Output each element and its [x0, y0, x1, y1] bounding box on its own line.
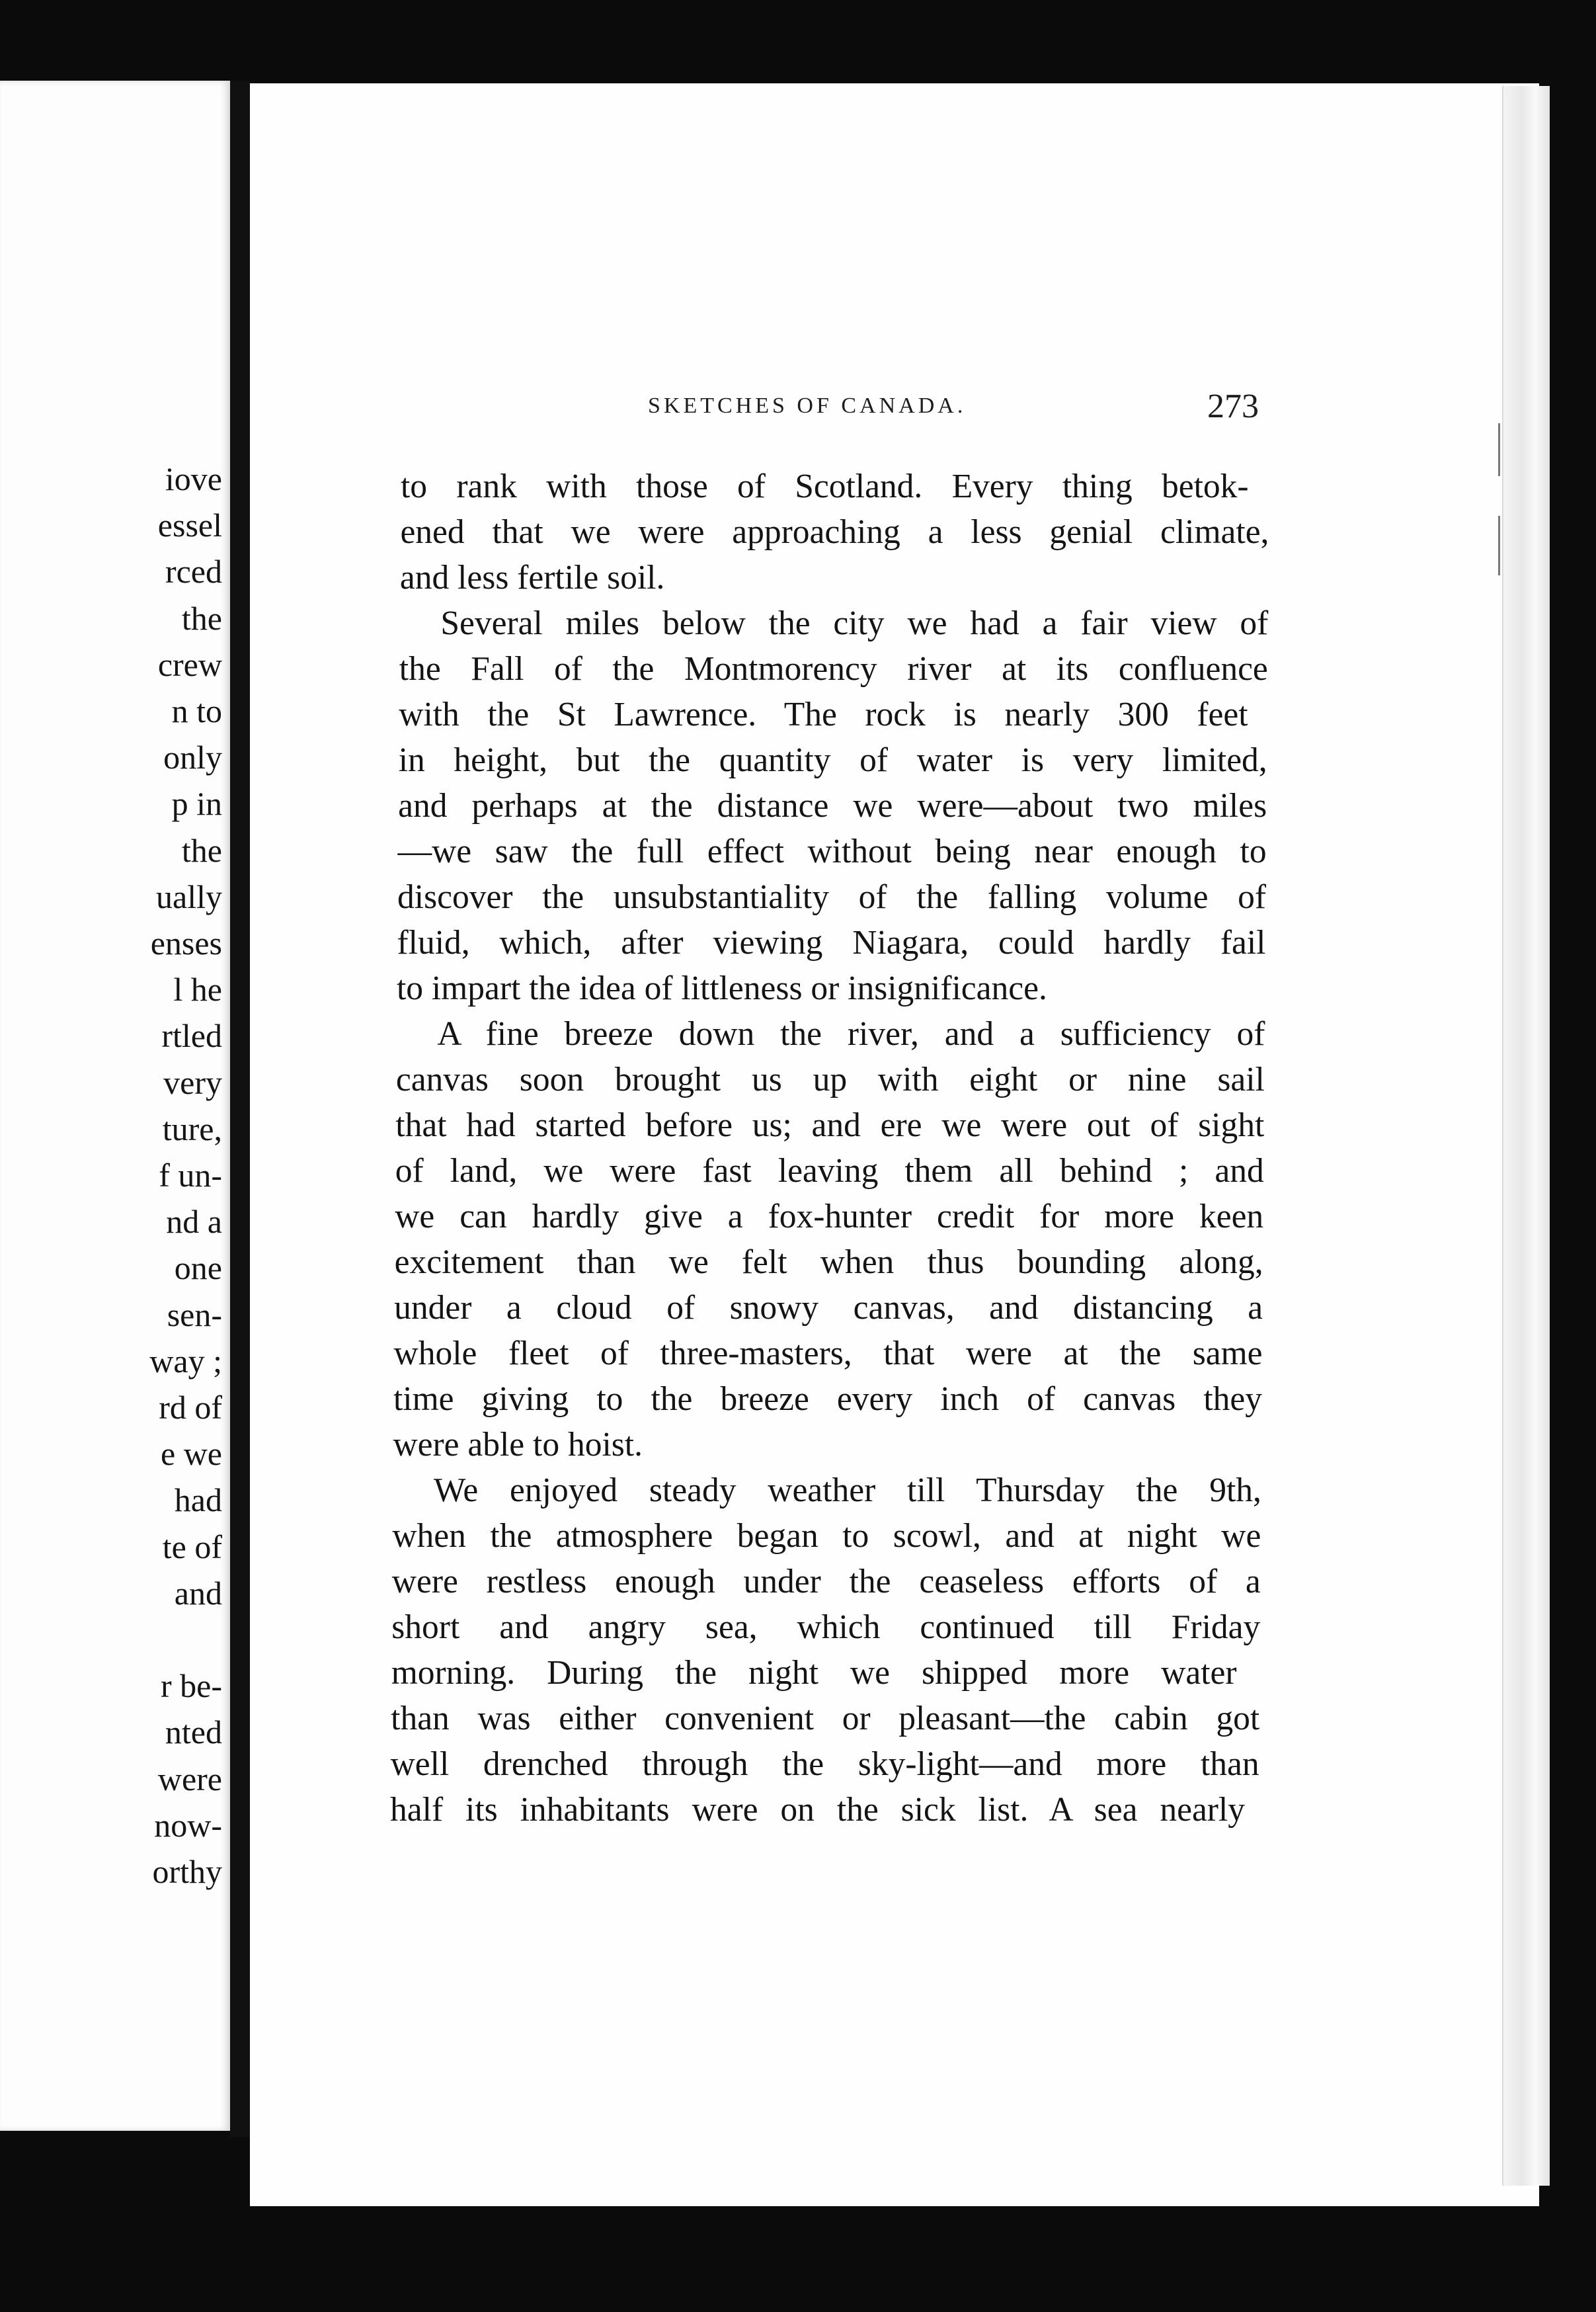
left-page-line: e we	[161, 1435, 222, 1473]
body-text-line: under a cloud of snowy canvas, and distancing a	[394, 1289, 1263, 1327]
body-text-line: We enjoyed steady weather till Thursday the 9th,	[433, 1471, 1261, 1509]
body-text-line: than was either convenient or pleasant—the cabin got	[391, 1700, 1260, 1737]
left-page-line: rd of	[159, 1389, 222, 1426]
body-text-line: well drenched through the sky-light—and more than	[390, 1745, 1259, 1783]
book-gutter	[230, 81, 250, 2137]
left-page-line: and	[174, 1574, 222, 1612]
body-text-line: of land, we were fast leaving them all behind ; and	[395, 1152, 1264, 1190]
body-text-line: short and angry sea, which continued till Friday	[391, 1608, 1261, 1646]
left-page-line: r be-	[161, 1667, 222, 1705]
left-page-line: were	[157, 1760, 222, 1797]
left-page-line: orthy	[152, 1853, 222, 1890]
left-page-line: p in	[171, 785, 222, 823]
left-page	[0, 81, 230, 2131]
body-text-line: time giving to the breeze every inch of canvas they	[393, 1380, 1262, 1418]
left-page-line: way ;	[149, 1342, 222, 1380]
left-page-line: now-	[154, 1806, 222, 1844]
left-page-line: n to	[171, 692, 222, 729]
left-page-line: the	[181, 599, 222, 637]
body-text-line: —we saw the full effect without being near enough to	[397, 833, 1267, 870]
left-page-line: very	[163, 1063, 222, 1101]
left-page-line: crew	[157, 645, 222, 683]
left-page-line: only	[163, 739, 222, 776]
left-page-line: enses	[150, 925, 222, 962]
left-page-line: nted	[165, 1713, 222, 1751]
edge-mark	[1498, 516, 1500, 575]
body-text-line: fluid, which, after viewing Niagara, could hardly fail	[397, 924, 1266, 962]
left-page-line: te of	[162, 1528, 222, 1565]
body-text-line: to impart the idea of littleness or insignificance.	[396, 970, 1047, 1007]
left-page-line: had	[174, 1481, 222, 1519]
body-text-line: discover the unsubstantiality of the falling volume of	[397, 878, 1267, 916]
left-page-line: iove	[165, 460, 222, 497]
body-text-line: that had started before us; and ere we were out of sight	[395, 1106, 1265, 1144]
left-page-line: one	[174, 1249, 222, 1287]
body-text-line: when the atmosphere began to scowl, and at night we	[392, 1517, 1261, 1555]
page-number: 273	[1207, 388, 1259, 425]
running-head: SKETCHES OF CANADA.	[648, 393, 967, 418]
left-page-line: sen-	[167, 1296, 222, 1333]
body-text-line: and less fertile soil.	[399, 559, 665, 597]
body-text-line: Several miles below the city we had a fair view of	[440, 604, 1269, 642]
page-edge	[1502, 86, 1550, 2186]
left-page-line: f un-	[159, 1157, 222, 1194]
left-page-line: the	[181, 831, 222, 869]
body-text-line: whole fleet of three-masters, that were at the same	[393, 1335, 1263, 1372]
body-text-line: to rank with those of Scotland. Every thing betok-	[401, 468, 1249, 505]
left-page-line: ually	[156, 878, 222, 915]
body-text-line: we can hardly give a fox-hunter credit for more keen	[395, 1198, 1264, 1235]
left-page-line: ture,	[162, 1110, 222, 1147]
body-text-line: with the St Lawrence. The rock is nearly 300 feet	[399, 696, 1248, 733]
body-text-line: were restless enough under the ceaseless efforts of a	[391, 1563, 1261, 1600]
body-text-line: were able to hoist.	[393, 1426, 643, 1464]
edge-mark	[1498, 423, 1500, 476]
body-text-line: excitement than we felt when thus bounding along,	[394, 1243, 1263, 1281]
left-page-line: l he	[173, 971, 222, 1009]
left-page-line: essel	[157, 507, 222, 544]
body-text-line: in height, but the quantity of water is very limited,	[398, 741, 1267, 779]
body-text-line: half its inhabitants were on the sick list. A sea nearly	[390, 1791, 1246, 1829]
left-page-line: rced	[165, 553, 222, 591]
body-text-line: and perhaps at the distance we were—about two miles	[398, 787, 1267, 825]
body-text-line: A fine breeze down the river, and a sufficiency of	[437, 1015, 1265, 1053]
body-text-line: canvas soon brought us up with eight or nine sail	[395, 1061, 1265, 1098]
body-text-line: morning. During the night we shipped more water	[391, 1654, 1237, 1692]
body-text-line: ened that we were approaching a less genial climate,	[400, 513, 1269, 551]
left-page-line: rtled	[161, 1017, 222, 1055]
left-page-line: nd a	[166, 1203, 222, 1241]
body-text-line: the Fall of the Montmorency river at its confluence	[399, 650, 1268, 688]
